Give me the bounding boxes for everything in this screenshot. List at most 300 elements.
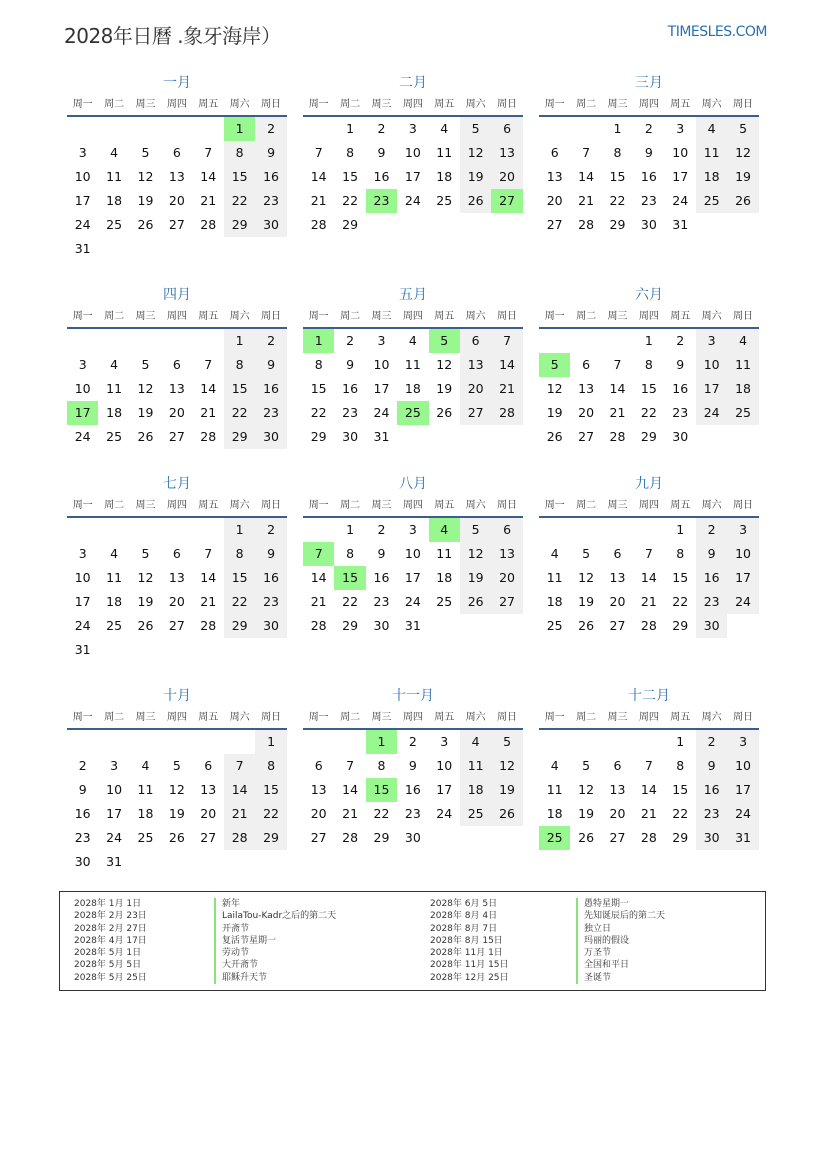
day-cell: 28 <box>200 217 217 232</box>
day-cell: 30 <box>404 830 421 845</box>
day-cell: 9 <box>377 546 386 561</box>
day-cell: 20 <box>609 594 626 609</box>
day-cell: 3 <box>727 730 758 754</box>
day-cell: 3 <box>408 522 417 537</box>
day-cell: 15 <box>224 165 255 189</box>
day-cell: 4 <box>550 758 559 773</box>
month-calendar <box>539 283 759 449</box>
day-grid <box>539 518 759 638</box>
holiday-date: 2028年 5月 5日 <box>74 960 142 971</box>
day-cell: 6 <box>613 546 622 561</box>
weekday-label: 周五 <box>434 500 455 511</box>
day-cell: 28 <box>609 429 626 444</box>
weekday-label: 周四 <box>402 500 423 511</box>
day-cell: 23 <box>255 189 286 213</box>
weekday-label: 周六 <box>465 500 486 511</box>
day-cell: 9 <box>255 353 286 377</box>
day-grid <box>539 730 759 850</box>
weekday-label: 周六 <box>229 712 250 723</box>
day-cell: 29 <box>310 429 327 444</box>
weekday-header <box>67 496 287 518</box>
empty-cell <box>130 518 161 542</box>
day-cell: 13 <box>491 542 522 566</box>
holiday-dates-col2 <box>430 898 509 984</box>
holiday-date: 2028年 2月 27日 <box>74 923 147 934</box>
day-cell: 16 <box>404 782 421 797</box>
day-cell: 29 <box>672 830 689 845</box>
day-cell: 21 <box>640 594 657 609</box>
day-cell: 24 <box>727 590 758 614</box>
day-cell: 17 <box>106 806 123 821</box>
day-cell: 23 <box>404 806 421 821</box>
day-cell: 15 <box>224 377 255 401</box>
day-cell: 13 <box>310 782 327 797</box>
month-name: 四月 <box>163 287 191 303</box>
day-cell: 29 <box>342 217 359 232</box>
day-cell: 21 <box>491 377 522 401</box>
day-cell: 26 <box>546 429 563 444</box>
weekday-label: 周三 <box>607 500 628 511</box>
month-calendar <box>303 283 523 449</box>
day-cell: 20 <box>609 806 626 821</box>
weekday-header <box>67 708 287 730</box>
day-cell: 26 <box>168 830 185 845</box>
day-cell: 23 <box>255 401 286 425</box>
page-title: 2028年日曆 .象牙海岸） <box>64 24 281 48</box>
day-cell: 3 <box>110 758 119 773</box>
day-cell: 22 <box>342 193 359 208</box>
day-grid <box>303 329 523 449</box>
empty-cell <box>67 730 98 754</box>
empty-cell <box>193 117 224 141</box>
day-cell: 28 <box>310 217 327 232</box>
day-cell: 3 <box>440 734 449 749</box>
weekday-label: 周三 <box>371 500 392 511</box>
weekday-label: 周五 <box>434 311 455 322</box>
day-cell: 3 <box>78 145 87 160</box>
month-calendar <box>539 684 759 850</box>
weekday-label: 周三 <box>607 712 628 723</box>
holiday-date: 2028年 8月 7日 <box>430 923 498 934</box>
day-cell: 18 <box>436 570 453 585</box>
month-name: 一月 <box>163 75 191 91</box>
day-cell: 22 <box>609 193 626 208</box>
site-link[interactable]: TIMESLES.COM <box>667 24 767 40</box>
day-cell: 7 <box>204 546 213 561</box>
day-cell: 4 <box>440 121 449 136</box>
weekday-label: 周日 <box>733 500 754 511</box>
weekday-label: 周五 <box>670 712 691 723</box>
day-cell: 24 <box>436 806 453 821</box>
weekday-label: 周日 <box>261 311 282 322</box>
holiday-date: 2028年 2月 23日 <box>74 911 147 922</box>
empty-cell <box>161 117 192 141</box>
day-cell: 7 <box>346 758 355 773</box>
day-cell: 16 <box>696 566 727 590</box>
month-name: 三月 <box>635 75 663 91</box>
day-cell: 12 <box>578 782 595 797</box>
day-cell: 20 <box>168 405 185 420</box>
day-cell: 26 <box>460 590 491 614</box>
day-cell: 30 <box>696 614 727 638</box>
weekday-label: 周三 <box>135 99 156 110</box>
day-cell: 1 <box>224 518 255 542</box>
weekday-header <box>303 496 523 518</box>
empty-cell <box>303 730 334 754</box>
day-cell: 24 <box>106 830 123 845</box>
day-cell: 6 <box>172 145 181 160</box>
day-cell: 19 <box>546 405 563 420</box>
weekday-header <box>539 307 759 329</box>
empty-cell <box>67 329 98 353</box>
day-cell: 2 <box>377 522 386 537</box>
day-cell: 15 <box>609 169 626 184</box>
month-name: 六月 <box>635 287 663 303</box>
holiday-name: 独立日 <box>584 923 612 934</box>
day-cell: 25 <box>727 401 758 425</box>
day-cell: 11 <box>106 570 123 585</box>
day-cell: 29 <box>373 830 390 845</box>
weekday-label: 周二 <box>340 500 361 511</box>
day-cell: 17 <box>404 169 421 184</box>
holiday-name: 开斋节 <box>222 923 250 934</box>
day-cell: 19 <box>491 778 522 802</box>
day-cell: 16 <box>74 806 91 821</box>
weekday-label: 周日 <box>733 99 754 110</box>
day-cell: 26 <box>460 189 491 213</box>
day-cell: 18 <box>460 778 491 802</box>
weekday-label: 周一 <box>308 712 329 723</box>
day-cell: 26 <box>727 189 758 213</box>
day-cell: 24 <box>373 405 390 420</box>
day-cell: 26 <box>137 217 154 232</box>
day-cell: 9 <box>255 141 286 165</box>
empty-cell <box>193 518 224 542</box>
weekday-label: 周日 <box>733 712 754 723</box>
day-cell: 9 <box>346 357 355 372</box>
empty-cell <box>633 730 664 754</box>
weekday-label: 周一 <box>544 500 565 511</box>
day-cell: 18 <box>546 806 563 821</box>
day-cell: 8 <box>613 145 622 160</box>
day-cell: 28 <box>200 618 217 633</box>
day-cell: 24 <box>404 594 421 609</box>
day-cell: 14 <box>491 353 522 377</box>
day-cell: 27 <box>168 618 185 633</box>
weekday-label: 周一 <box>544 99 565 110</box>
day-cell: 2 <box>408 734 417 749</box>
month-name: 九月 <box>635 476 663 492</box>
weekday-header <box>539 708 759 730</box>
day-cell: 2 <box>644 121 653 136</box>
day-cell: 5 <box>582 546 591 561</box>
day-cell: 3 <box>408 121 417 136</box>
holiday-date: 2028年 8月 4日 <box>430 911 498 922</box>
day-cell: 12 <box>137 169 154 184</box>
day-cell: 11 <box>546 570 563 585</box>
day-cell: 29 <box>224 614 255 638</box>
day-cell: 13 <box>460 353 491 377</box>
day-cell: 14 <box>224 778 255 802</box>
day-cell: 11 <box>460 754 491 778</box>
day-cell: 7 <box>613 357 622 372</box>
weekday-label: 周二 <box>340 712 361 723</box>
day-cell: 14 <box>200 381 217 396</box>
weekday-label: 周一 <box>72 311 93 322</box>
day-cell: 27 <box>200 830 217 845</box>
holiday-day-cell: 7 <box>303 542 334 566</box>
day-cell: 13 <box>200 782 217 797</box>
weekday-label: 周一 <box>308 500 329 511</box>
month-name: 二月 <box>399 75 427 91</box>
day-cell: 20 <box>546 193 563 208</box>
day-cell: 25 <box>696 189 727 213</box>
day-cell: 10 <box>436 758 453 773</box>
day-cell: 25 <box>436 193 453 208</box>
day-cell: 20 <box>491 566 522 590</box>
day-cell: 20 <box>168 594 185 609</box>
day-cell: 12 <box>137 381 154 396</box>
month-calendar <box>539 472 759 638</box>
day-cell: 15 <box>342 169 359 184</box>
day-cell: 23 <box>255 590 286 614</box>
holiday-date: 2028年 11月 1日 <box>430 948 503 959</box>
empty-cell <box>539 730 570 754</box>
day-cell: 18 <box>696 165 727 189</box>
day-cell: 17 <box>436 782 453 797</box>
weekday-label: 周五 <box>198 311 219 322</box>
empty-cell <box>130 117 161 141</box>
day-cell: 26 <box>578 618 595 633</box>
weekday-label: 周二 <box>104 500 125 511</box>
holiday-dates-col1 <box>74 898 147 984</box>
day-cell: 12 <box>137 570 154 585</box>
day-cell: 25 <box>460 802 491 826</box>
holiday-name: 复活节星期一 <box>222 935 277 946</box>
day-cell: 9 <box>696 542 727 566</box>
day-cell: 14 <box>578 169 595 184</box>
day-cell: 2 <box>255 518 286 542</box>
month-calendar <box>67 71 287 261</box>
day-cell: 10 <box>672 145 689 160</box>
day-cell: 2 <box>78 758 87 773</box>
day-cell: 16 <box>640 169 657 184</box>
day-grid <box>539 329 759 449</box>
day-cell: 7 <box>314 145 323 160</box>
day-cell: 17 <box>727 566 758 590</box>
holiday-name: 耶稣升天节 <box>222 972 268 983</box>
holiday-name: 愚特星期一 <box>584 899 630 909</box>
day-cell: 18 <box>106 594 123 609</box>
day-cell: 23 <box>373 594 390 609</box>
day-cell: 8 <box>644 357 653 372</box>
holiday-name: 大开斋节 <box>222 960 259 971</box>
day-cell: 5 <box>491 730 522 754</box>
day-cell: 2 <box>377 121 386 136</box>
weekday-label: 周三 <box>135 311 156 322</box>
day-cell: 18 <box>436 169 453 184</box>
day-cell: 12 <box>491 754 522 778</box>
day-cell: 8 <box>346 145 355 160</box>
day-cell: 26 <box>491 802 522 826</box>
day-cell: 29 <box>224 425 255 449</box>
day-cell: 12 <box>727 141 758 165</box>
day-cell: 16 <box>255 566 286 590</box>
day-cell: 2 <box>676 333 685 348</box>
day-cell: 30 <box>255 614 286 638</box>
day-cell: 22 <box>672 594 689 609</box>
day-cell: 20 <box>460 377 491 401</box>
weekday-label: 周二 <box>576 712 597 723</box>
weekday-header <box>303 95 523 117</box>
weekday-label: 周六 <box>701 311 722 322</box>
day-cell: 16 <box>696 778 727 802</box>
day-cell: 10 <box>74 169 91 184</box>
day-cell: 31 <box>74 241 91 256</box>
day-cell: 4 <box>460 730 491 754</box>
holiday-day-cell: 1 <box>366 730 397 754</box>
empty-cell <box>98 730 129 754</box>
day-cell: 5 <box>141 145 150 160</box>
empty-cell <box>67 518 98 542</box>
day-cell: 11 <box>404 357 421 372</box>
day-cell: 29 <box>255 826 286 850</box>
day-cell: 8 <box>676 546 685 561</box>
day-cell: 14 <box>640 782 657 797</box>
holiday-day-cell: 23 <box>366 189 397 213</box>
holiday-day-cell: 15 <box>334 566 365 590</box>
day-cell: 3 <box>78 546 87 561</box>
day-cell: 26 <box>578 830 595 845</box>
day-cell: 25 <box>106 618 123 633</box>
month-calendar <box>67 472 287 662</box>
holiday-day-cell: 25 <box>539 826 570 850</box>
day-cell: 7 <box>644 546 653 561</box>
day-cell: 24 <box>74 217 91 232</box>
day-cell: 11 <box>436 145 453 160</box>
month-name: 十一月 <box>392 688 434 704</box>
day-cell: 27 <box>168 429 185 444</box>
day-cell: 19 <box>460 165 491 189</box>
holiday-name: 全国和平日 <box>584 960 630 971</box>
day-cell: 29 <box>342 618 359 633</box>
empty-cell <box>303 117 334 141</box>
weekday-label: 周五 <box>198 99 219 110</box>
day-cell: 1 <box>613 121 622 136</box>
day-cell: 26 <box>137 429 154 444</box>
weekday-label: 周三 <box>135 500 156 511</box>
day-cell: 5 <box>460 518 491 542</box>
day-cell: 24 <box>404 193 421 208</box>
day-cell: 8 <box>676 758 685 773</box>
weekday-label: 周四 <box>402 712 423 723</box>
day-cell: 21 <box>224 802 255 826</box>
weekday-label: 周三 <box>607 311 628 322</box>
day-cell: 10 <box>727 754 758 778</box>
day-cell: 11 <box>106 169 123 184</box>
empty-cell <box>193 730 224 754</box>
day-cell: 17 <box>74 594 91 609</box>
day-cell: 27 <box>491 590 522 614</box>
day-cell: 28 <box>310 618 327 633</box>
day-cell: 20 <box>200 806 217 821</box>
weekday-label: 周四 <box>638 99 659 110</box>
day-cell: 27 <box>609 830 626 845</box>
day-cell: 19 <box>436 381 453 396</box>
day-cell: 28 <box>224 826 255 850</box>
day-cell: 12 <box>436 357 453 372</box>
day-cell: 19 <box>578 594 595 609</box>
day-cell: 17 <box>727 778 758 802</box>
day-cell: 8 <box>377 758 386 773</box>
day-cell: 22 <box>224 590 255 614</box>
day-cell: 1 <box>224 329 255 353</box>
day-cell: 25 <box>137 830 154 845</box>
day-cell: 10 <box>106 782 123 797</box>
day-cell: 24 <box>696 401 727 425</box>
month-calendar <box>539 71 759 237</box>
empty-cell <box>193 329 224 353</box>
day-cell: 28 <box>640 618 657 633</box>
weekday-label: 周六 <box>465 712 486 723</box>
day-cell: 2 <box>346 333 355 348</box>
day-cell: 31 <box>727 826 758 850</box>
day-cell: 21 <box>310 193 327 208</box>
day-cell: 9 <box>676 357 685 372</box>
day-cell: 28 <box>342 830 359 845</box>
weekday-label: 周三 <box>371 712 392 723</box>
weekday-label: 周二 <box>576 311 597 322</box>
day-cell: 2 <box>255 117 286 141</box>
day-cell: 14 <box>609 381 626 396</box>
day-cell: 6 <box>314 758 323 773</box>
holiday-date: 2028年 5月 1日 <box>74 948 142 959</box>
day-grid <box>67 329 287 449</box>
weekday-label: 周一 <box>544 311 565 322</box>
holiday-day-cell: 1 <box>303 329 334 353</box>
day-cell: 23 <box>640 193 657 208</box>
day-cell: 17 <box>74 193 91 208</box>
weekday-label: 周五 <box>670 311 691 322</box>
day-cell: 14 <box>310 570 327 585</box>
day-cell: 10 <box>696 353 727 377</box>
weekday-label: 周四 <box>638 500 659 511</box>
day-cell: 9 <box>696 754 727 778</box>
weekday-label: 周日 <box>497 99 518 110</box>
day-cell: 24 <box>727 802 758 826</box>
day-cell: 19 <box>137 405 154 420</box>
empty-cell <box>161 730 192 754</box>
day-cell: 28 <box>491 401 522 425</box>
day-cell: 29 <box>224 213 255 237</box>
weekday-label: 周四 <box>166 712 187 723</box>
weekday-header <box>303 708 523 730</box>
day-cell: 3 <box>78 357 87 372</box>
day-cell: 25 <box>106 217 123 232</box>
weekday-label: 周五 <box>434 99 455 110</box>
day-cell: 22 <box>640 405 657 420</box>
weekday-label: 周六 <box>229 500 250 511</box>
day-cell: 4 <box>550 546 559 561</box>
weekday-label: 周日 <box>497 500 518 511</box>
day-cell: 24 <box>672 193 689 208</box>
day-cell: 30 <box>696 826 727 850</box>
day-cell: 6 <box>550 145 559 160</box>
day-cell: 1 <box>676 522 685 537</box>
month-calendar <box>303 472 523 638</box>
holiday-name: 玛丽的假设 <box>584 935 630 946</box>
day-cell: 3 <box>727 518 758 542</box>
